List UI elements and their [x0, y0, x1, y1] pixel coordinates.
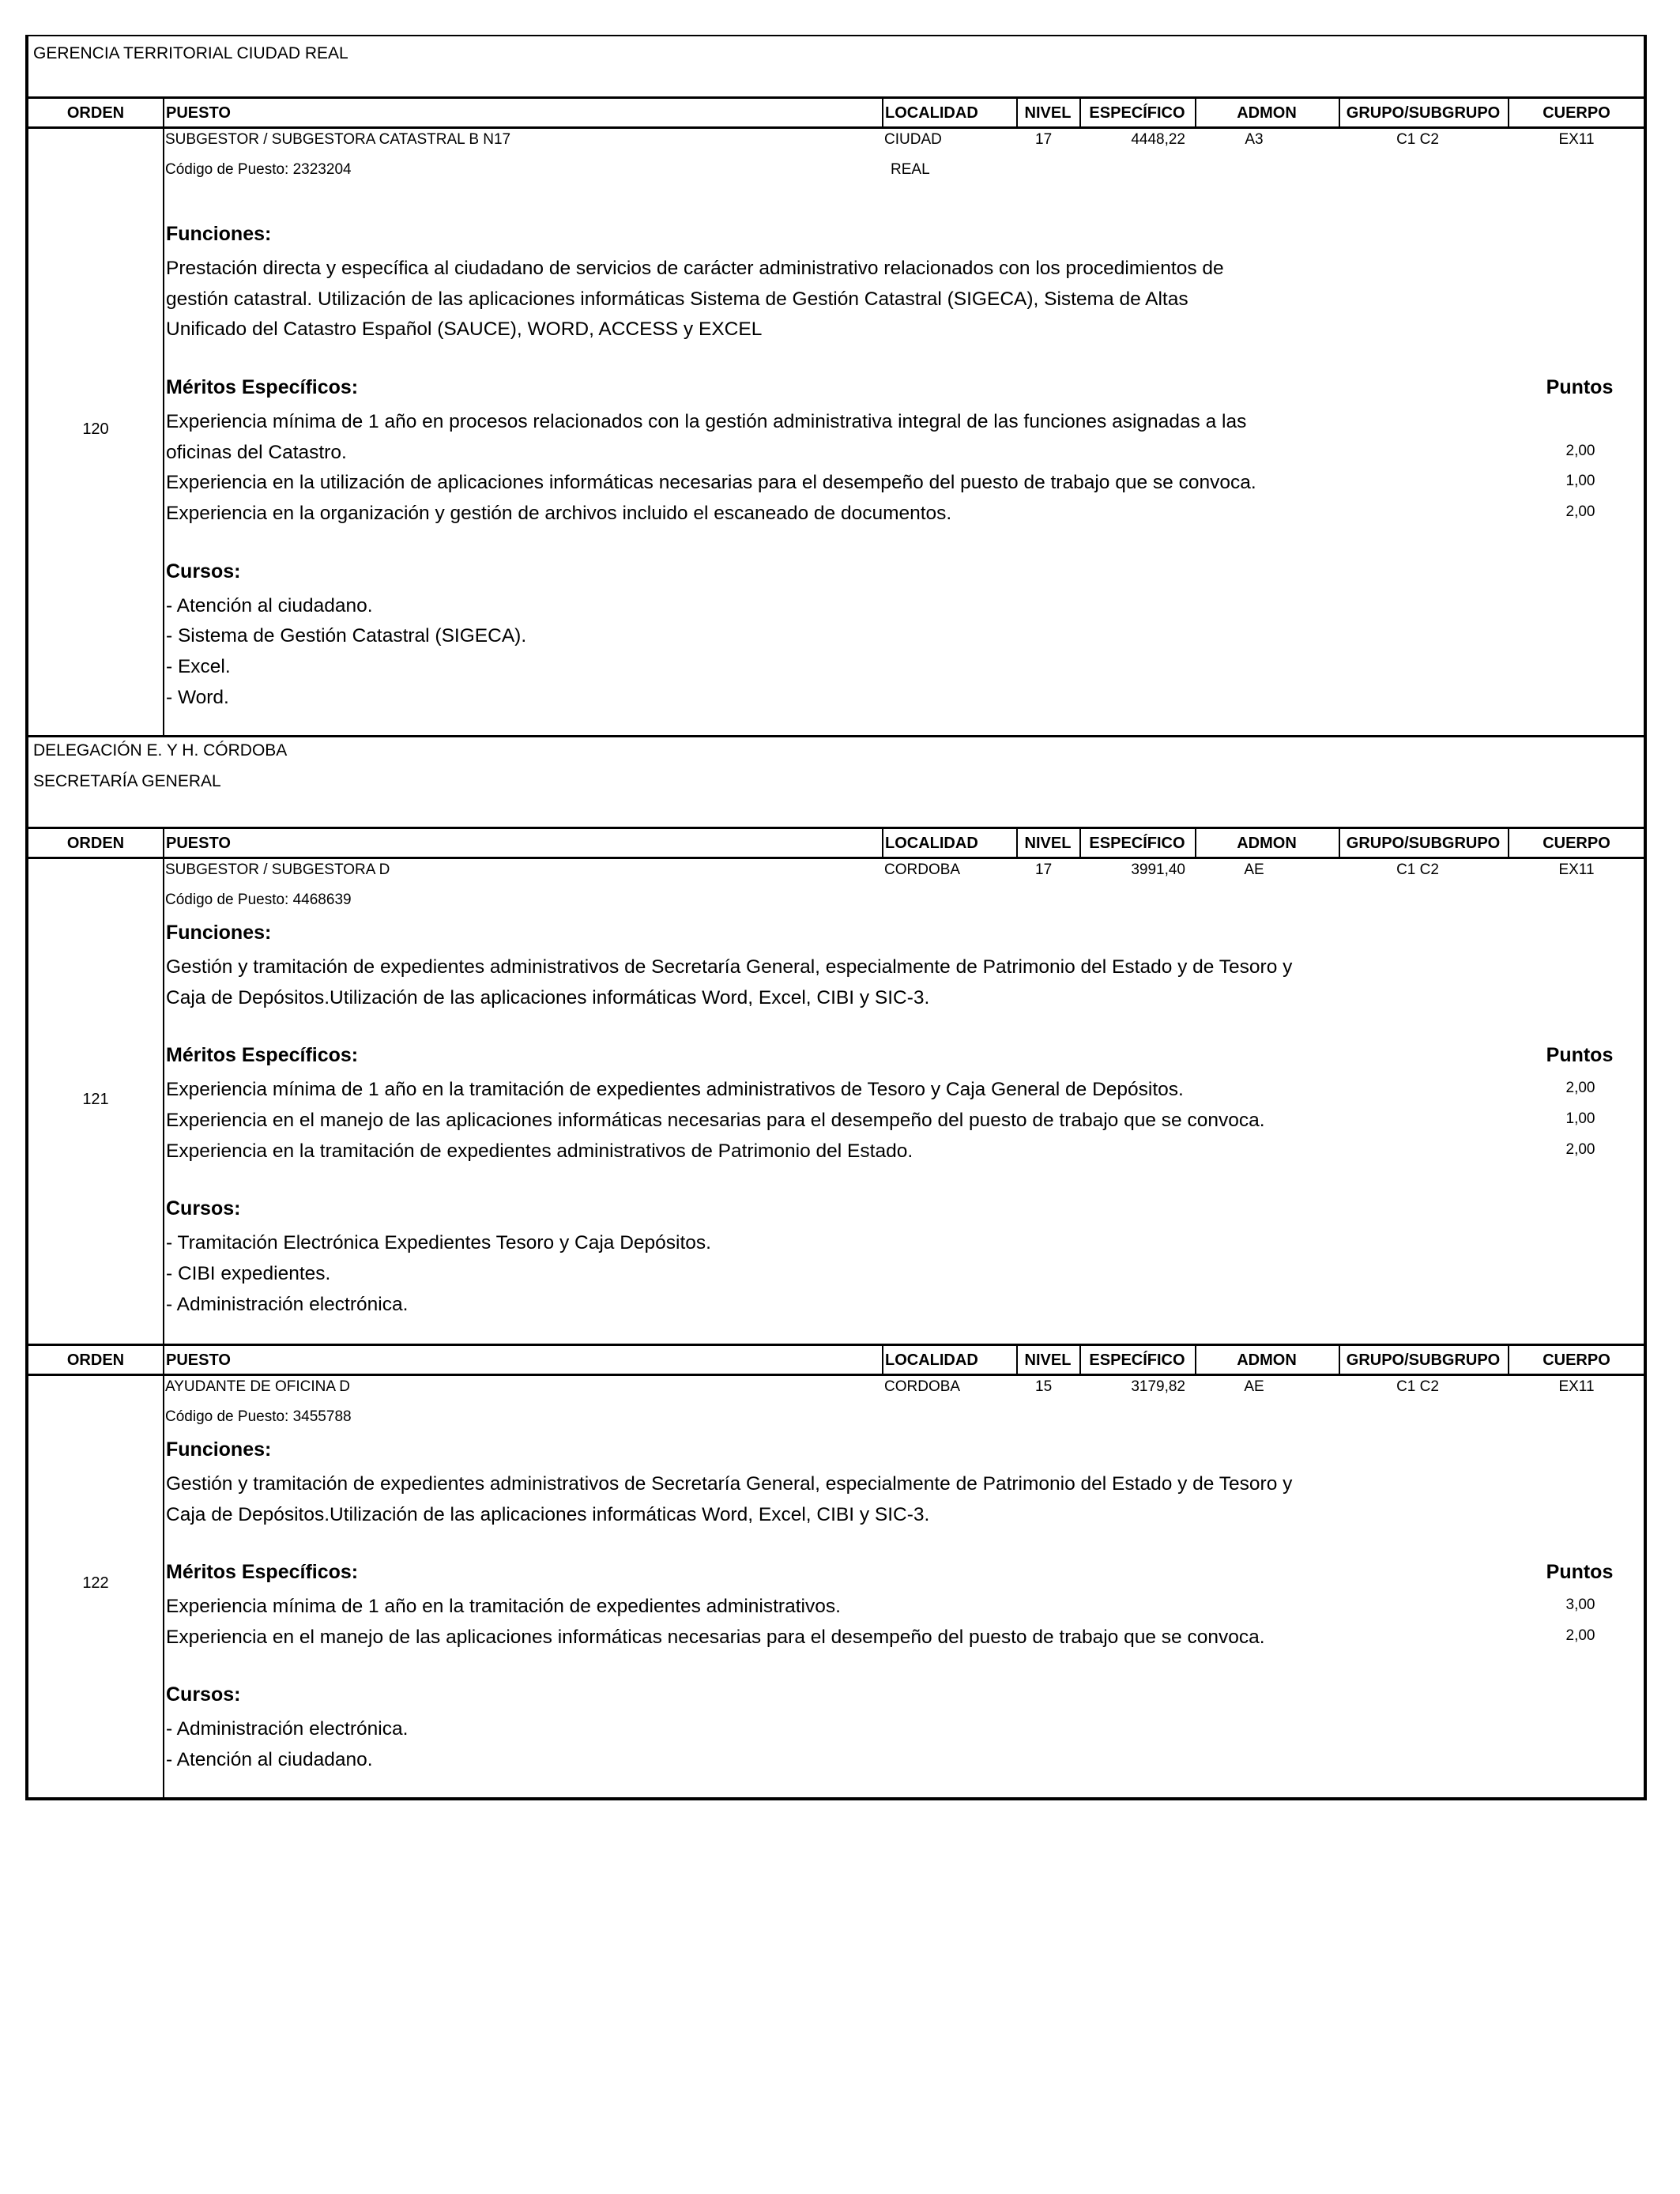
- grupo-value: C1 C2: [1396, 1378, 1439, 1395]
- funciones-heading: Funciones:: [166, 223, 272, 245]
- orden-divider: [163, 128, 164, 735]
- funciones-line: Gestión y tramitación de expedientes administrativos de Secretaría General, especialmente de Patrimonio del Estado y de Tesoro y: [166, 956, 1293, 978]
- orden-number: 120: [82, 420, 109, 438]
- cursos-heading: Cursos:: [166, 1197, 241, 1220]
- column-header-nivel: NIVEL: [1024, 835, 1072, 852]
- header-column-divider: [1016, 828, 1018, 857]
- cursos-heading: Cursos:: [166, 1683, 241, 1706]
- column-header-admon: ADMON: [1237, 1351, 1297, 1369]
- funciones-heading: Funciones:: [166, 1438, 272, 1461]
- codigo-puesto: Código de Puesto: 4468639: [165, 892, 352, 908]
- column-header-nivel: NIVEL: [1024, 1351, 1072, 1369]
- localidad-value: CIUDAD: [884, 131, 942, 148]
- puesto-name: SUBGESTOR / SUBGESTORA D: [165, 861, 390, 878]
- column-header-cuerpo: CUERPO: [1543, 104, 1610, 122]
- header-column-divider: [1508, 828, 1509, 857]
- meritos-heading: Méritos Específicos:: [166, 1561, 359, 1584]
- admon-value: AE: [1244, 1378, 1264, 1395]
- header-column-divider: [1195, 98, 1196, 126]
- header-bottom-rule: [28, 126, 1645, 129]
- merito-puntos: 2,00: [1565, 1627, 1595, 1644]
- header-column-divider: [163, 1345, 164, 1374]
- column-header-localidad: LOCALIDAD: [885, 835, 978, 852]
- curso-line: - Administración electrónica.: [166, 1718, 409, 1740]
- header-column-divider: [163, 98, 164, 126]
- column-header-espec-fico: ESPECÍFICO: [1089, 104, 1185, 122]
- puntos-heading: Puntos: [1546, 1561, 1614, 1584]
- header-column-divider: [1195, 828, 1196, 857]
- header-column-divider: [163, 828, 164, 857]
- puesto-name: SUBGESTOR / SUBGESTORA CATASTRAL B N17: [165, 131, 511, 148]
- cuerpo-value: EX11: [1558, 861, 1595, 878]
- merito-line: Experiencia mínima de 1 año en la tramitación de expedientes administrativos.: [166, 1596, 841, 1617]
- nivel-value: 15: [1035, 1378, 1053, 1395]
- especifico-value: 3179,82: [1131, 1378, 1185, 1395]
- column-header-espec-fico: ESPECÍFICO: [1089, 1351, 1185, 1369]
- merito-line: Experiencia en la organización y gestión de archivos incluido el escaneado de documentos.: [166, 503, 952, 525]
- admon-value: A3: [1245, 131, 1264, 148]
- merito-line: Experiencia en la utilización de aplicaciones informáticas necesarias para el desempeño del puesto de trabajo que se convoca.: [166, 472, 1256, 494]
- meritos-heading: Méritos Específicos:: [166, 1044, 359, 1067]
- area-title: SECRETARÍA GENERAL: [33, 772, 221, 790]
- curso-line: - Administración electrónica.: [166, 1293, 409, 1315]
- merito-line: Experiencia en la tramitación de expedientes administrativos de Patrimonio del Estado.: [166, 1140, 913, 1162]
- merito-line: Experiencia en el manejo de las aplicaciones informáticas necesarias para el desempeño del puesto de trabajo que se convoca.: [166, 1626, 1265, 1648]
- merito-line: Experiencia mínima de 1 año en la tramitación de expedientes administrativos de Tesoro y Caja General de Depósitos.: [166, 1079, 1184, 1100]
- column-header-grupo-subgrupo: GRUPO/SUBGRUPO: [1346, 1351, 1501, 1369]
- especifico-value: 4448,22: [1131, 131, 1185, 148]
- column-header-orden: ORDEN: [66, 1351, 125, 1369]
- localidad-value: CORDOBA: [884, 1378, 961, 1395]
- header-column-divider: [1339, 828, 1340, 857]
- column-header-orden: ORDEN: [66, 104, 125, 122]
- codigo-puesto: Código de Puesto: 2323204: [165, 161, 352, 178]
- merito-puntos: 2,00: [1565, 442, 1595, 459]
- merito-puntos: 2,00: [1565, 1140, 1595, 1158]
- column-header-cuerpo: CUERPO: [1543, 1351, 1610, 1369]
- column-header-puesto: PUESTO: [166, 835, 231, 852]
- curso-line: - Atención al ciudadano.: [166, 594, 373, 616]
- funciones-line: Gestión y tramitación de expedientes administrativos de Secretaría General, especialmente de Patrimonio del Estado y de Tesoro y: [166, 1472, 1293, 1495]
- curso-line: - Atención al ciudadano.: [166, 1749, 373, 1770]
- curso-line: - Tramitación Electrónica Expedientes Tesoro y Caja Depósitos.: [166, 1232, 711, 1253]
- funciones-heading: Funciones:: [166, 922, 272, 944]
- column-header-nivel: NIVEL: [1024, 104, 1072, 122]
- grupo-value: C1 C2: [1396, 861, 1439, 878]
- orden-divider: [163, 858, 164, 1344]
- cursos-heading: Cursos:: [166, 560, 241, 582]
- column-header-puesto: PUESTO: [166, 104, 231, 122]
- orden-divider: [163, 1375, 164, 1800]
- header-column-divider: [1339, 98, 1340, 126]
- admon-value: AE: [1244, 861, 1264, 878]
- column-header-orden: ORDEN: [66, 835, 125, 852]
- column-header-puesto: PUESTO: [166, 1351, 231, 1369]
- merito-line: Experiencia mínima de 1 año en procesos relacionados con la gestión administrativa integral de las funciones asignadas a las: [166, 410, 1247, 432]
- column-header-cuerpo: CUERPO: [1543, 835, 1610, 852]
- funciones-line: Prestación directa y específica al ciudadano de servicios de carácter administrativo relacionados con los procedimientos de: [166, 257, 1224, 279]
- orden-number: 121: [82, 1091, 109, 1108]
- merito-puntos: 3,00: [1565, 1596, 1595, 1613]
- curso-line: - Sistema de Gestión Catastral (SIGECA).: [166, 625, 527, 647]
- column-header-localidad: LOCALIDAD: [885, 1351, 978, 1369]
- orden-number: 122: [82, 1574, 109, 1592]
- header-column-divider: [1508, 1345, 1509, 1374]
- grupo-value: C1 C2: [1396, 131, 1439, 148]
- funciones-line: gestión catastral. Utilización de las aplicaciones informáticas Sistema de Gestión Catastral (SIGECA), Sistema de Altas: [166, 288, 1188, 310]
- funciones-line: Caja de Depósitos.Utilización de las aplicaciones informáticas Word, Excel, CIBI y SIC-3.: [166, 986, 930, 1008]
- header-column-divider: [1195, 1345, 1196, 1374]
- merito-line: Experiencia en el manejo de las aplicaciones informáticas necesarias para el desempeño del puesto de trabajo que se convoca.: [166, 1109, 1265, 1131]
- column-header-grupo-subgrupo: GRUPO/SUBGRUPO: [1346, 835, 1501, 852]
- cuerpo-value: EX11: [1558, 1378, 1595, 1395]
- header-column-divider: [1079, 1345, 1081, 1374]
- merito-puntos: 1,00: [1565, 473, 1595, 490]
- curso-line: - CIBI expedientes.: [166, 1262, 331, 1284]
- nivel-value: 17: [1035, 131, 1053, 148]
- header-column-divider: [1339, 1345, 1340, 1374]
- cuerpo-value: EX11: [1558, 131, 1595, 148]
- merito-line: oficinas del Catastro.: [166, 441, 347, 463]
- column-header-espec-fico: ESPECÍFICO: [1089, 835, 1185, 852]
- funciones-line: Caja de Depósitos.Utilización de las aplicaciones informáticas Word, Excel, CIBI y SIC-3.: [166, 1503, 930, 1525]
- puntos-heading: Puntos: [1546, 1044, 1614, 1067]
- document-table: [25, 35, 1647, 1800]
- puesto-name: AYUDANTE DE OFICINA D: [165, 1378, 351, 1395]
- header-column-divider: [882, 828, 883, 857]
- header-column-divider: [882, 1345, 883, 1374]
- localidad-value: REAL: [891, 161, 930, 178]
- area-title: DELEGACIÓN E. Y H. CÓRDOBA: [33, 741, 288, 760]
- header-column-divider: [1016, 98, 1018, 126]
- column-header-grupo-subgrupo: GRUPO/SUBGRUPO: [1346, 104, 1501, 122]
- merito-puntos: 2,00: [1565, 1080, 1595, 1096]
- header-column-divider: [1016, 1345, 1018, 1374]
- header-bottom-rule: [28, 857, 1645, 859]
- column-header-localidad: LOCALIDAD: [885, 104, 978, 122]
- merito-puntos: 2,00: [1565, 503, 1595, 521]
- codigo-puesto: Código de Puesto: 3455788: [165, 1408, 352, 1425]
- puntos-heading: Puntos: [1546, 376, 1614, 398]
- column-header-admon: ADMON: [1237, 835, 1297, 852]
- nivel-value: 17: [1035, 861, 1053, 878]
- merito-puntos: 1,00: [1565, 1110, 1595, 1127]
- column-header-admon: ADMON: [1237, 104, 1297, 122]
- header-column-divider: [882, 98, 883, 126]
- header-bottom-rule: [28, 1374, 1645, 1376]
- especifico-value: 3991,40: [1131, 861, 1185, 878]
- header-column-divider: [1508, 98, 1509, 126]
- section-divider: [28, 735, 1645, 737]
- funciones-line: Unificado del Catastro Español (SAUCE), WORD, ACCESS y EXCEL: [166, 319, 763, 341]
- header-column-divider: [1079, 98, 1081, 126]
- area-title: GERENCIA TERRITORIAL CIUDAD REAL: [33, 44, 348, 62]
- header-column-divider: [1079, 828, 1081, 857]
- curso-line: - Excel.: [166, 656, 231, 678]
- meritos-heading: Méritos Específicos:: [166, 376, 359, 398]
- localidad-value: CORDOBA: [884, 861, 961, 878]
- curso-line: - Word.: [166, 687, 229, 708]
